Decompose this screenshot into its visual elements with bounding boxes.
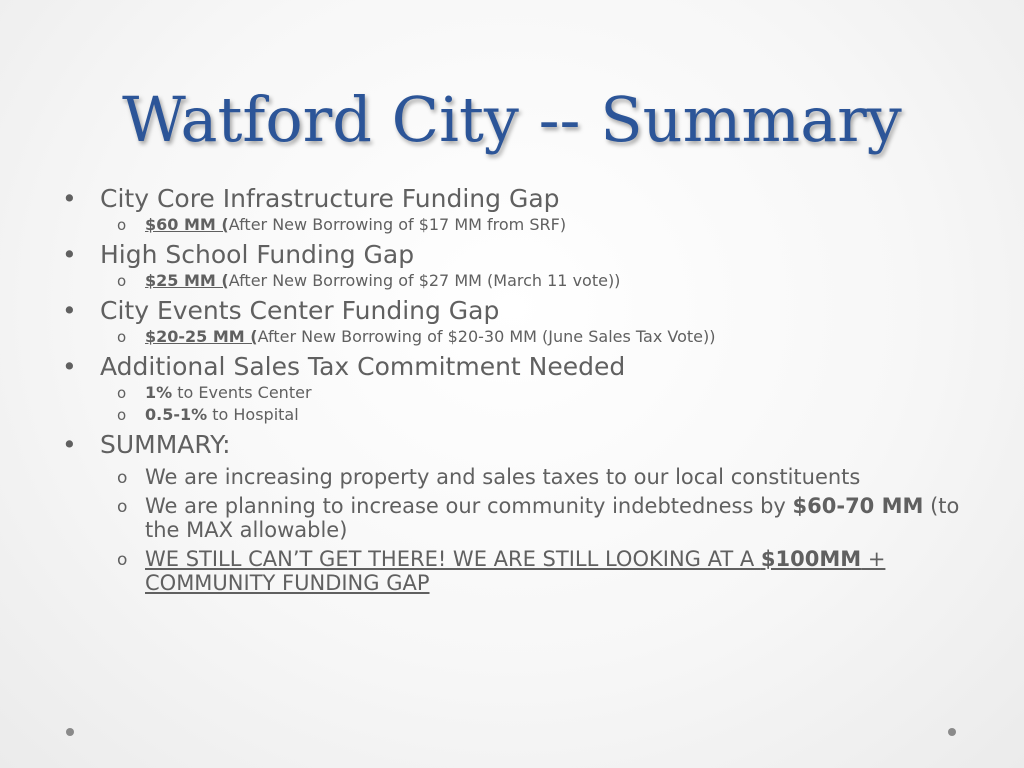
percent-text: 1% [145, 383, 173, 402]
note-text: to Events Center [172, 383, 312, 402]
sub-item [62, 214, 962, 236]
bullet-dot-icon: • [62, 240, 77, 269]
sub-item [62, 270, 962, 292]
bullet-dot-icon: • [62, 430, 77, 459]
bullet-text: High School Funding Gap [100, 240, 415, 269]
circle-marker-icon: o [117, 216, 127, 234]
bullet-item [62, 430, 962, 460]
amount-text: $20-25 MM ( [145, 327, 258, 346]
right-dot-icon [948, 728, 956, 736]
bullet-item [62, 296, 962, 326]
circle-marker-icon: o [117, 468, 128, 488]
amount-text: $60 MM ( [145, 215, 229, 234]
bullet-text: SUMMARY: [100, 430, 231, 459]
circle-marker-icon: o [117, 384, 127, 402]
left-dot-icon [66, 728, 74, 736]
summary-text: We are planning to increase our community indebtedness by [145, 494, 793, 518]
summary-text: We are increasing property and sales taxes to our local constituents [145, 465, 861, 489]
sub-item [62, 465, 962, 489]
bullet-text: City Core Infrastructure Funding Gap [100, 184, 560, 213]
circle-marker-icon: o [117, 272, 127, 290]
percent-text: 0.5-1% [145, 405, 208, 424]
circle-marker-icon: o [117, 406, 127, 424]
bullet-dot-icon: • [62, 296, 77, 325]
amount-text: $60-70 MM [792, 494, 924, 518]
summary-text: WE STILL CAN’T GET THERE! WE ARE STILL LOOKING AT A [145, 547, 761, 571]
circle-marker-icon: o [117, 328, 127, 346]
circle-marker-icon: o [117, 497, 128, 517]
bullet-text: City Events Center Funding Gap [100, 296, 500, 325]
bullet-text: Additional Sales Tax Commitment Needed [100, 352, 626, 381]
circle-marker-icon: o [117, 550, 128, 570]
bullet-dot-icon: • [62, 352, 77, 381]
slide-title: Watford City -- Summary [122, 83, 902, 156]
note-text: After New Borrowing of $20-30 MM (June Sales Tax Vote)) [257, 327, 716, 346]
sub-item [62, 382, 962, 404]
amount-text: $100MM [760, 547, 862, 571]
bullet-item [62, 352, 962, 382]
sub-item [62, 404, 962, 426]
sub-item [62, 326, 962, 348]
bullet-item [62, 184, 962, 214]
bullet-dot-icon: • [62, 184, 77, 213]
amount-text: $25 MM ( [145, 271, 229, 290]
bullet-list [62, 180, 962, 595]
note-text: to Hospital [207, 405, 299, 424]
sub-item [62, 494, 962, 542]
summary-text: (to the MAX allowable) [145, 494, 960, 542]
sub-item [62, 547, 962, 595]
summary-text: + COMMUNITY FUNDING GAP [145, 547, 886, 595]
note-text: After New Borrowing of $17 MM from SRF) [228, 215, 567, 234]
note-text: After New Borrowing of $27 MM (March 11 vote)) [228, 271, 621, 290]
bullet-item [62, 240, 962, 270]
